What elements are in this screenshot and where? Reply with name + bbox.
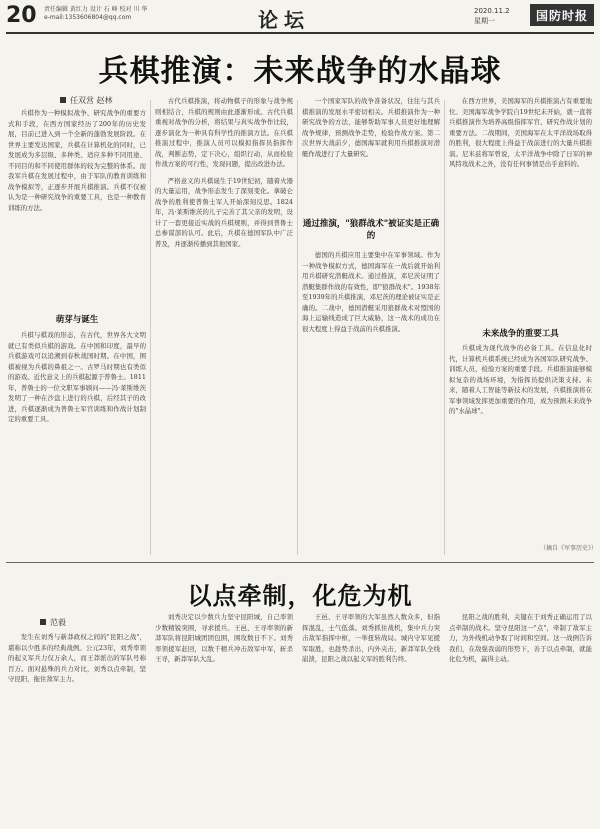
- article2-col4: [449, 612, 592, 665]
- article2-col3-text: 王邑、王寻率领的大军虽然人数众多，但指挥混乱，士气低落。刘秀抓住战机，集中兵力突击敌军指挥中枢，一举扭转战局。城内守军见援军取胜，也趁势杀出，内外夹击，新莽军队全线崩溃，昆阳之战以起义军的胜利告终。: [302, 613, 440, 663]
- article2-col2: [155, 612, 293, 665]
- article1-col1-text: 兵棋作为一种模拟战争、研究战争的重要方式和手段，在西方国家经历了200年的历史发展，目前已进入到一个全新的蓬勃发展阶段。在世界主要发达国家，兵棋在计算机化的同时，已发展成为多层级、多种类、适应多种不同用途、不同目的和不同使用群体的较为完整的体系。而我军兵棋在发展过程中，由于军队的教育训练和战争模拟等，正逐步开展兵棋推演。兵棋不仅被认为是一种研究战争的重要工具，也是一种教育训练的方法。: [8, 109, 146, 212]
- email-line: e-mail:1353606804@qq.com: [44, 14, 132, 21]
- article1-col4-text: 在西方世界，美国海军的兵棋推演占有重要地位。美国海军战争学院自19世纪末开始，就一直将兵棋推演作为培养高级指挥军官、研究作战计划的重要方法。二战期间，美国海军在太平洋战场取得的胜利，很大程度上得益于战前进行的大量兵棋推演。尼米兹将军曾说，太平洋战争中除了日军的神风特攻战术之外，没有任何事情是出乎意料的。: [449, 97, 592, 168]
- date-block: [474, 6, 510, 26]
- article2-author: 范毅: [50, 618, 66, 627]
- article1-title: 兵棋推演：未来战争的水晶球: [98, 54, 502, 89]
- section-title: 论坛: [258, 8, 310, 32]
- article1-col4b: [449, 343, 592, 417]
- article1-col3b: [302, 250, 440, 334]
- page-header: [0, 0, 600, 34]
- article1-col3: [302, 96, 440, 159]
- article2-title: 以点牵制，化危为机: [187, 582, 413, 610]
- article1-col2: [155, 96, 293, 249]
- article1-col1b: [8, 330, 146, 425]
- article-separator: [6, 562, 594, 563]
- article1-col1b-text: 兵棋与棋戏的形态，在古代，世界各大文明就已有类似兵棋的游戏。在中国和印度，最早的兵棋游戏可以追溯到春秋战国时期。在中国，围棋被视为兵棋的鼻祖之一。古罗马时期也有类似的游戏。近代意义上的兵棋起源于普鲁士。1811年，普鲁士的一位文职军事顾问——冯·莱斯维茨发明了一种在沙盘上进行的兵棋，后经其子的改进，兵棋逐渐成为普鲁士军官训练和作战计划制定的重要工具。: [8, 331, 146, 423]
- byline-square-icon: [40, 619, 46, 625]
- editor-credits: [44, 6, 147, 22]
- article1-col3-text: 一个国家军队的战争准备状况，往往与其兵棋推演的发展水平密切相关。兵棋推演作为一种研究战争的方法，能够帮助军事人员更好地理解战争规律，预测战争走势，检验作战方案。第二次世界大战前夕，德国海军就利用兵棋推演对潜艇作战进行了大量研究。: [302, 97, 440, 158]
- weekday: 星期一: [474, 17, 495, 25]
- header-rule: [6, 32, 594, 34]
- masthead-logo: 国防时报: [530, 4, 594, 26]
- article2-col1: [8, 632, 146, 685]
- article1-col1: [8, 108, 146, 213]
- article1-col2b-text: 严格意义的兵棋诞生于19世纪初，随着火器的大量运用，战争形态发生了深刻变化。拿破仑战争的胜利使普鲁士军人开始深刻反思。1824年，冯·莱斯维茨的儿子完善了其父亲的发明，设计了一套更接近实战的兵棋规则，并得到普鲁士总参谋部的认可。此后，兵棋在德国军队中广泛普及，并逐渐传播到其他国家。: [155, 176, 293, 248]
- page-number: 20: [6, 3, 37, 28]
- editors-line: 责任编辑 黄红力 设计 石 峰 校对 川 华: [44, 6, 148, 13]
- subhead-2: 通过推演，"狼群战术"被证实是正确的: [302, 219, 440, 241]
- article1-source: （摘自《军事历史》）: [540, 545, 598, 552]
- article1-col4: [449, 96, 592, 170]
- article2-byline: [40, 617, 66, 628]
- column-divider: [297, 100, 298, 555]
- article1-col2-text: 古代兵棋推演，将动物棋子的形象与战争规则相结合，兵棋的规则由此逐渐形成。古代兵棋重视对战争的分析，将结果与真实战争作比较，逐步演化为一种具有科学性的推演方法。在兵棋推演过程中，推演人员可以模拟指挥员指挥作战，判断态势，定下决心，组织行动，从而检验作战方案的可行性，发现问题，提出改进办法。: [155, 97, 293, 168]
- article2-col4-text: 昆阳之战的胜利，关键在于刘秀正确运用了以点牵制的战术。坚守昆阳这一"点"，牵制了敌军主力，为外线机动争取了时间和空间。这一战例告诉我们，在敌强我弱的形势下，善于以点牵制，就能化危为机，赢得主动。: [449, 613, 592, 663]
- column-divider: [150, 100, 151, 555]
- subhead-1: 萌芽与诞生: [55, 315, 99, 325]
- article1-authors: 任双営 赵林: [70, 96, 113, 105]
- article1-col3b-text: 德国的兵棋应用主要集中在军事领域。作为一种战争模拟方式，德国海军在一战后就开始利用兵棋研究潜艇战术。通过推演，邓尼茨证明了潜艇集群作战的有效性，即"狼群战术"。1938年至1939年的兵棋推演，邓尼茨的理论被证实是正确的。二战中，德国潜艇采用狼群战术对盟国的海上运输线造成了巨大威胁，这一战术的成功在很大程度上得益于战前的兵棋推演。: [302, 251, 440, 333]
- article2-col3: [302, 612, 440, 665]
- article2-col2-text: 刘秀决定以少数兵力坚守昆阳城，自己率领少数精锐突围，寻求援兵。王邑、王寻率领的新莽军队将昆阳城团团包围，围攻数日不下。刘秀率领援军赶回，以数千精兵冲击敌军中军，斩杀王寻，新莽军队大乱。: [155, 613, 293, 663]
- column-divider: [444, 100, 445, 555]
- article2-col1-text: 发生在刘秀与新莽政权之间的"昆阳之战"，堪称以少胜多的经典战例。公元23年，刘秀率领的起义军兵力仅万余人，而王莽派出的军队号称百万。面对悬殊的兵力对比，刘秀以点牵制，坚守昆阳，拖住敌军主力。: [8, 633, 146, 683]
- byline-square-icon: [60, 97, 66, 103]
- article1-col4b-text: 兵棋成为现代战争的必备工具。在信息化时代，计算机兵棋系统已经成为各国军队研究战争、训练人员、检验方案的重要手段。兵棋推演能够模拟复杂的战场环境，为指挥员提供决策支持。未来，随着人工智能等新技术的发展，兵棋推演将在军事领域发挥更加重要的作用，成为预测未来战争的"水晶球"。: [449, 344, 592, 415]
- article1-byline: [60, 95, 113, 106]
- subhead-3: 未来战争的重要工具: [482, 329, 559, 339]
- date: 2020.11.2: [474, 7, 510, 15]
